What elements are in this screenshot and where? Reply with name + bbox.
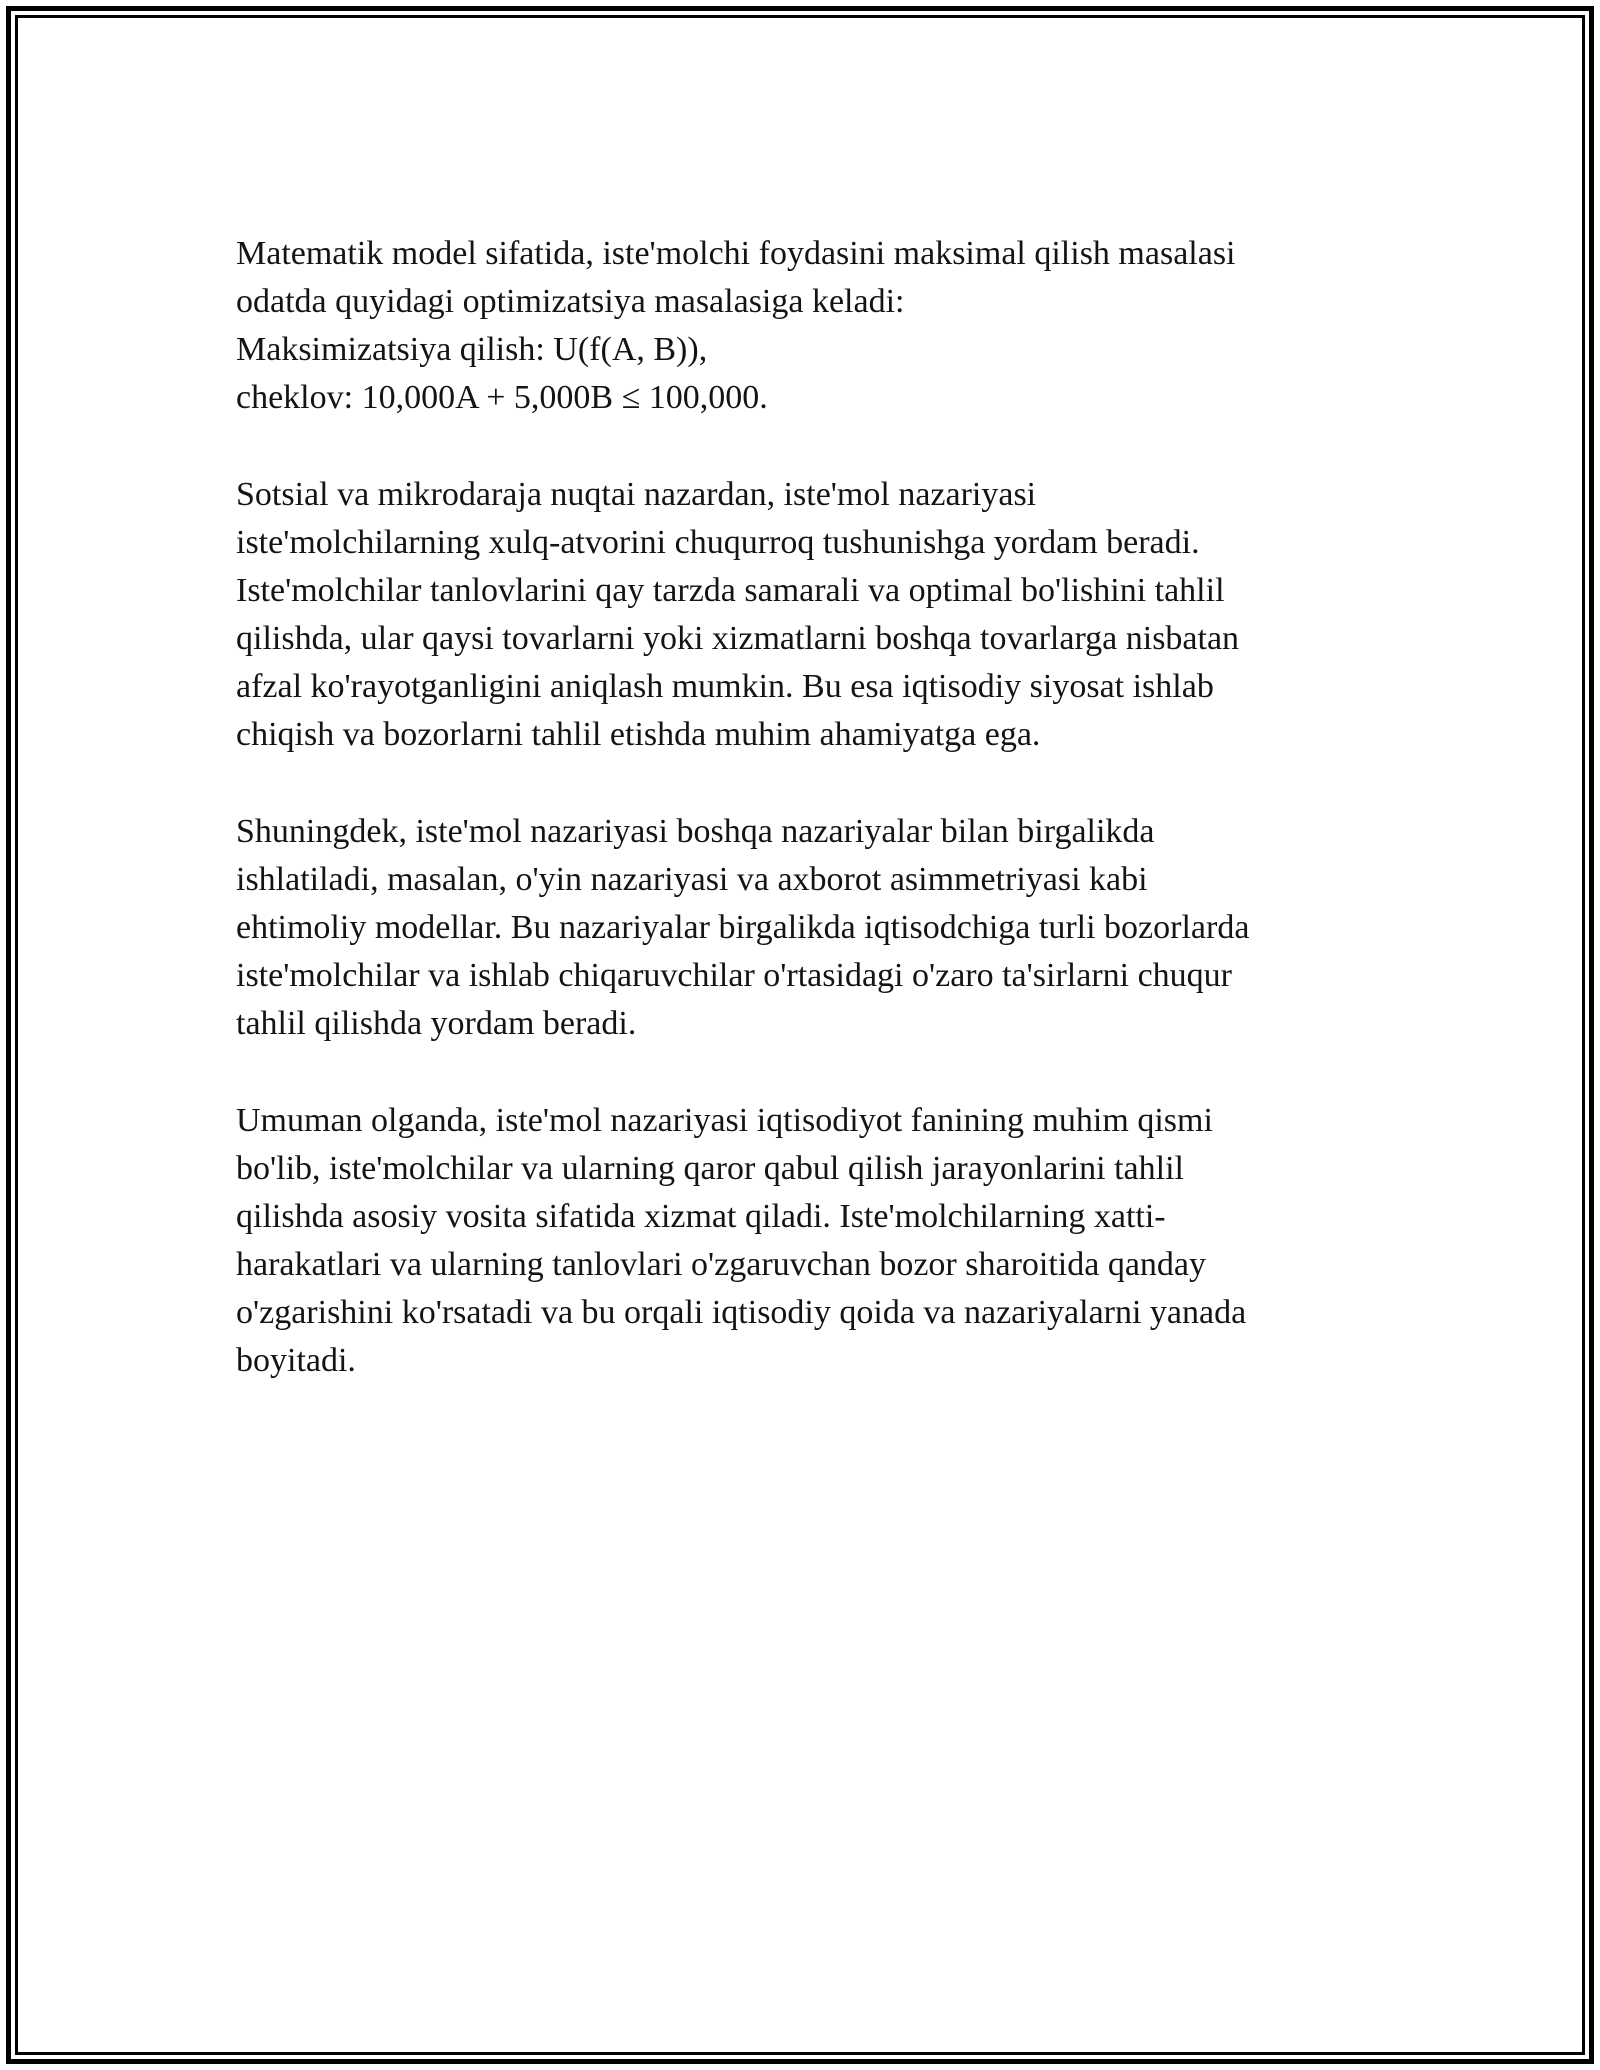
text-line: afzal ko'rayotganligini aniqlash mumkin. Bu esa iqtisodiy siyosat ishlab	[236, 668, 1214, 705]
text-line: o'zgarishini ko'rsatadi va bu orqali iqtisodiy qoida va nazariyalarni yanada	[236, 1294, 1247, 1331]
text-line: Matematik model sifatida, iste'molchi foydasini maksimal qilish masalasi	[236, 235, 1236, 272]
text-line: bo'lib, iste'molchilar va ularning qaror qabul qilish jarayonlarini tahlil	[236, 1150, 1184, 1187]
text-line: qilishda, ular qaysi tovarlarni yoki xizmatlarni boshqa tovarlarga nisbatan	[236, 620, 1240, 657]
text-line: harakatlari va ularning tanlovlari o'zgaruvchan bozor sharoitida qanday	[236, 1246, 1207, 1283]
paragraph-math-model	[236, 230, 1366, 422]
text-line: tahlil qilishda yordam beradi.	[236, 1005, 637, 1042]
text-line: iste'molchilarning xulq-atvorini chuqurroq tushunishga yordam beradi.	[236, 524, 1200, 561]
text-line: Iste'molchilar tanlovlarini qay tarzda samarali va optimal bo'lishini tahlil	[236, 572, 1225, 609]
text-line: qilishda asosiy vosita sifatida xizmat qiladi. Iste'molchilarning xatti-	[236, 1198, 1166, 1235]
text-line: odatda quyidagi optimizatsiya masalasiga keladi:	[236, 283, 905, 320]
text-line: iste'molchilar va ishlab chiqaruvchilar o'rtasidagi o'zaro ta'sirlarni chuqur	[236, 957, 1232, 994]
text-line: ehtimoliy modellar. Bu nazariyalar birgalikda iqtisodchiga turli bozorlarda	[236, 909, 1250, 946]
text-line: boyitadi.	[236, 1342, 356, 1379]
paragraph-conclusion	[236, 1097, 1366, 1385]
paragraph-social-micro	[236, 471, 1366, 759]
text-line: Sotsial va mikrodaraja nuqtai nazardan, iste'mol nazariyasi	[236, 476, 1037, 513]
document-body	[236, 230, 1366, 1434]
formula-line: Maksimizatsiya qilish: U(f(A, B)),	[236, 331, 708, 368]
constraint-line: cheklov: 10,000A + 5,000B ≤ 100,000.	[236, 379, 768, 416]
text-line: chiqish va bozorlarni tahlil etishda muhim ahamiyatga ega.	[236, 716, 1041, 753]
text-line: Shuningdek, iste'mol nazariyasi boshqa nazariyalar bilan birgalikda	[236, 813, 1155, 850]
paragraph-other-theories	[236, 808, 1366, 1048]
text-line: Umuman olganda, iste'mol nazariyasi iqtisodiyot fanining muhim qismi	[236, 1102, 1213, 1139]
text-line: ishlatiladi, masalan, o'yin nazariyasi va axborot asimmetriyasi kabi	[236, 861, 1148, 898]
